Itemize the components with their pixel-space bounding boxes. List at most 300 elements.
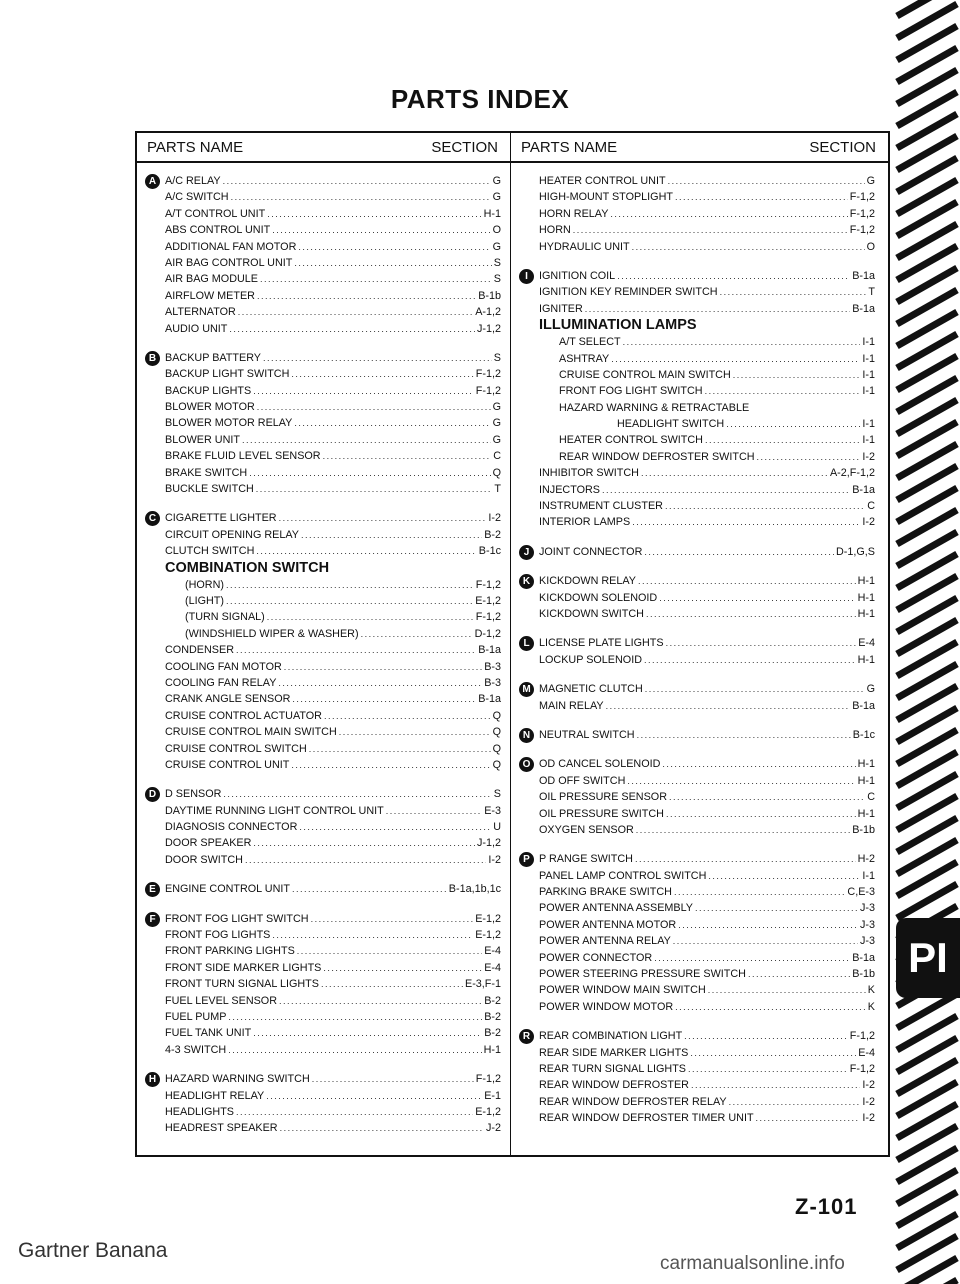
index-row <box>519 950 875 966</box>
section-ref: I-1 <box>862 336 875 349</box>
part-name: POWER ANTENNA MOTOR <box>539 918 677 931</box>
index-row <box>519 284 875 300</box>
part-name: FUEL LEVEL SENSOR <box>165 994 278 1007</box>
dot-leader <box>253 383 474 399</box>
part-name: A/C SWITCH <box>165 191 229 204</box>
index-row <box>519 606 875 622</box>
index-group <box>145 173 501 337</box>
part-name: MAGNETIC CLUTCH <box>539 683 643 696</box>
section-ref: H-1 <box>483 207 501 220</box>
dot-leader <box>260 271 492 287</box>
section-ref: I-2 <box>862 1112 875 1125</box>
section-ref: J-3 <box>860 918 875 931</box>
index-row <box>519 635 875 651</box>
section-ref: Q <box>492 466 501 479</box>
dot-leader <box>226 593 473 609</box>
section-ref: S <box>493 256 501 269</box>
section-tab: PI <box>896 918 960 998</box>
part-name: OXYGEN SENSOR <box>539 823 634 836</box>
section-ref: Q <box>492 726 501 739</box>
index-row <box>145 993 501 1009</box>
part-name: AUDIO UNIT <box>165 322 228 335</box>
section-ref: A-1,2 <box>475 306 501 319</box>
section-ref: F-1,2 <box>475 384 501 397</box>
column-divider <box>510 133 511 1155</box>
part-name: IGNITION COIL <box>539 269 616 282</box>
index-row <box>519 698 875 714</box>
letter-badge: P <box>519 852 534 867</box>
section-ref: C,E-3 <box>847 886 875 899</box>
index-row <box>145 960 501 976</box>
index-row <box>519 189 875 205</box>
part-name: HEATER CONTROL SWITCH <box>559 434 703 447</box>
dot-leader <box>632 239 865 255</box>
dot-leader <box>617 268 850 284</box>
index-row <box>145 255 501 271</box>
part-name: KICKDOWN SOLENOID <box>539 591 658 604</box>
dot-leader <box>669 789 865 805</box>
section-ref: J-1,2 <box>476 837 501 850</box>
part-name: FRONT FOG LIGHT SWITCH <box>559 385 703 398</box>
part-name: CRUISE CONTROL UNIT <box>165 758 290 771</box>
section-ref: G <box>492 433 501 446</box>
right-column <box>519 173 875 1140</box>
dot-leader <box>611 351 860 367</box>
letter-badge: D <box>145 787 160 802</box>
letter-badge: E <box>145 882 160 897</box>
part-name: BUCKLE SWITCH <box>165 483 254 496</box>
index-group <box>519 756 875 838</box>
dot-leader <box>257 288 476 304</box>
dot-leader <box>323 960 482 976</box>
section-ref: I-1 <box>862 352 875 365</box>
dot-leader <box>644 544 834 560</box>
dot-leader <box>705 383 861 399</box>
dot-leader <box>666 806 856 822</box>
index-row <box>519 900 875 916</box>
section-ref: B-3 <box>484 660 501 673</box>
section-ref: Q <box>492 742 501 755</box>
part-name: OD CANCEL SOLENOID <box>539 758 661 771</box>
section-ref: B-1a,1b,1c <box>448 883 501 896</box>
part-name: HEATER CONTROL UNIT <box>539 175 666 187</box>
section-ref: Q <box>492 709 501 722</box>
index-row <box>145 189 501 205</box>
index-row <box>519 773 875 789</box>
index-row <box>145 1120 501 1136</box>
section-ref: G <box>492 191 501 204</box>
dot-leader <box>231 189 491 205</box>
index-row <box>145 510 501 526</box>
letter-badge: N <box>519 728 534 743</box>
section-ref: E-3,F-1 <box>465 978 501 991</box>
dot-leader <box>279 993 482 1009</box>
section-ref: B-1a <box>478 693 501 706</box>
index-row <box>519 652 875 668</box>
index-group <box>519 173 875 255</box>
right-column-header <box>511 133 888 163</box>
dot-leader <box>673 933 858 949</box>
part-name: CRUISE CONTROL ACTUATOR <box>165 709 322 722</box>
part-name: DOOR SWITCH <box>165 853 243 866</box>
index-row <box>519 416 875 432</box>
index-row <box>519 822 875 838</box>
section-ref: J-3 <box>860 902 875 915</box>
dot-leader <box>297 943 482 959</box>
dot-leader <box>675 189 848 205</box>
dot-leader <box>674 884 845 900</box>
index-row <box>145 350 501 366</box>
part-name: PARKING BRAKE SWITCH <box>539 886 672 899</box>
index-row <box>519 868 875 884</box>
index-group <box>519 727 875 743</box>
part-name: REAR SIDE MARKER LIGHTS <box>539 1046 689 1059</box>
letter-badge: R <box>519 1029 534 1044</box>
letter-badge: J <box>519 545 534 560</box>
part-name: FUEL TANK UNIT <box>165 1027 252 1040</box>
part-name: CRUISE CONTROL MAIN SWITCH <box>559 368 731 381</box>
left-column-header <box>137 133 510 163</box>
index-row <box>145 724 501 740</box>
dot-leader <box>249 465 490 481</box>
section-ref: D-1,G,S <box>836 545 875 558</box>
dot-leader <box>223 173 491 189</box>
dot-leader <box>645 681 865 697</box>
section-ref: I-1 <box>862 869 875 882</box>
part-name: OIL PRESSURE SENSOR <box>539 791 667 804</box>
dot-leader <box>666 635 857 651</box>
dot-leader <box>272 927 473 943</box>
index-row <box>145 543 501 559</box>
parts-name-header: PARTS NAME <box>521 138 618 156</box>
part-name: POWER WINDOW MOTOR <box>539 1000 674 1013</box>
index-row <box>145 432 501 448</box>
section-ref: B-2 <box>484 1027 501 1040</box>
part-name: KICKDOWN RELAY <box>539 575 636 588</box>
part-name: KICKDOWN SWITCH <box>539 607 644 620</box>
index-row <box>145 304 501 320</box>
part-name: BRAKE FLUID LEVEL SENSOR <box>165 450 321 463</box>
dot-leader <box>668 173 865 189</box>
section-ref: H-1 <box>857 607 875 620</box>
dot-leader <box>726 416 860 432</box>
section-ref: E-4 <box>484 945 501 958</box>
section-ref: I-2 <box>862 450 875 463</box>
dot-leader <box>257 399 491 415</box>
part-name: INTERIOR LAMPS <box>539 516 631 529</box>
section-ref: G <box>492 401 501 414</box>
parts-name-header: PARTS NAME <box>147 138 244 156</box>
dot-leader <box>226 577 474 593</box>
section-ref: H-2 <box>857 853 875 866</box>
section-ref: H-1 <box>857 653 875 666</box>
dot-leader <box>637 727 851 743</box>
index-row <box>519 917 875 933</box>
dot-leader <box>644 652 856 668</box>
section-ref: I-1 <box>862 385 875 398</box>
index-row <box>145 609 501 625</box>
index-group <box>145 786 501 868</box>
dot-leader <box>361 626 473 642</box>
part-name: LICENSE PLATE LIGHTS <box>539 637 664 650</box>
index-row <box>519 1110 875 1126</box>
dot-leader <box>228 1042 481 1058</box>
section-ref: C <box>493 450 501 463</box>
dot-leader <box>242 432 491 448</box>
dot-leader <box>339 724 491 740</box>
dot-leader <box>272 222 490 238</box>
dot-leader <box>638 573 856 589</box>
dot-leader <box>585 301 850 317</box>
index-row <box>145 448 501 464</box>
part-name: PANEL LAMP CONTROL SWITCH <box>539 869 707 882</box>
part-name: POWER STEERING PRESSURE SWITCH <box>539 968 746 981</box>
part-name: HEADREST SPEAKER <box>165 1122 278 1135</box>
index-row <box>519 482 875 498</box>
index-row <box>519 727 875 743</box>
dot-leader <box>646 606 856 622</box>
part-name: REAR TURN SIGNAL LIGHTS <box>539 1062 686 1075</box>
dot-leader <box>321 976 463 992</box>
part-name: CRUISE CONTROL MAIN SWITCH <box>165 726 337 739</box>
dot-leader <box>294 255 491 271</box>
index-group <box>145 510 501 773</box>
section-ref: J-1,2 <box>476 322 501 335</box>
dot-leader <box>602 482 850 498</box>
part-name: COOLING FAN RELAY <box>165 676 277 689</box>
index-row <box>519 173 875 189</box>
index-row <box>145 271 501 287</box>
page-title: PARTS INDEX <box>390 84 570 114</box>
section-ref: B-1b <box>478 289 501 302</box>
index-row <box>519 1061 875 1077</box>
part-name: POWER ANTENNA RELAY <box>539 935 671 948</box>
dot-leader <box>606 698 851 714</box>
index-row <box>145 675 501 691</box>
index-row <box>145 222 501 238</box>
index-row <box>145 288 501 304</box>
index-row <box>519 1077 875 1093</box>
index-row <box>145 465 501 481</box>
section-ref: E-3 <box>484 804 501 817</box>
index-row <box>145 1009 501 1025</box>
index-row <box>145 399 501 415</box>
index-group <box>519 635 875 668</box>
dot-leader <box>223 786 491 802</box>
section-ref: H-1 <box>857 807 875 820</box>
dot-leader <box>705 432 860 448</box>
section-ref: I-1 <box>862 418 875 431</box>
section-ref: E-1,2 <box>475 1105 501 1118</box>
left-column <box>145 173 501 1150</box>
dot-leader <box>662 756 855 772</box>
section-ref: I-1 <box>862 368 875 381</box>
index-row <box>145 415 501 431</box>
letter-badge: L <box>519 636 534 651</box>
index-row <box>145 321 501 337</box>
part-name: FRONT SIDE MARKER LIGHTS <box>165 961 322 974</box>
part-name: (WINDSHIELD WIPER & WASHER) <box>185 627 359 640</box>
part-name: BLOWER MOTOR <box>165 401 255 414</box>
dot-leader <box>291 366 473 382</box>
dot-leader <box>238 304 473 320</box>
part-name: OD OFF SWITCH <box>539 774 626 787</box>
letter-badge: O <box>519 757 534 772</box>
part-name: FRONT PARKING LIGHTS <box>165 945 295 958</box>
section-ref: F-1,2 <box>849 224 875 237</box>
part-name: FRONT TURN SIGNAL LIGHTS <box>165 978 319 991</box>
dot-leader <box>236 1104 473 1120</box>
dot-leader <box>263 350 492 366</box>
section-ref: F-1,2 <box>849 191 875 204</box>
index-row <box>145 626 501 642</box>
index-row <box>145 852 501 868</box>
section-ref: B-2 <box>484 528 501 541</box>
dot-leader <box>678 917 858 933</box>
section-ref: B-1a <box>478 644 501 657</box>
part-name: HEADLIGHT RELAY <box>165 1089 265 1102</box>
index-row <box>145 593 501 609</box>
index-row <box>145 691 501 707</box>
part-name: CONDENSER <box>165 644 234 657</box>
part-name: ABS CONTROL UNIT <box>165 224 271 237</box>
dot-leader <box>245 852 486 868</box>
index-row <box>519 999 875 1015</box>
index-row <box>519 590 875 606</box>
letter-badge: F <box>145 912 160 927</box>
section-ref: H-1 <box>857 591 875 604</box>
part-name: MAIN RELAY <box>539 699 604 712</box>
dot-leader <box>312 1071 474 1087</box>
section-ref: E-1 <box>484 1089 501 1102</box>
part-name: HEADLIGHTS <box>165 1105 234 1118</box>
section-ref: G <box>492 175 501 187</box>
part-name: JOINT CONNECTOR <box>539 545 643 558</box>
dot-leader <box>266 1088 482 1104</box>
part-name: ASHTRAY <box>559 352 610 365</box>
footer-watermark-left: Gartner Banana <box>18 1239 168 1262</box>
index-row <box>519 1094 875 1110</box>
part-name: HAZARD WARNING & RETRACTABLE <box>559 401 750 414</box>
index-row <box>145 757 501 773</box>
index-row <box>145 659 501 675</box>
dot-leader <box>659 590 855 606</box>
letter-badge: M <box>519 682 534 697</box>
letter-badge: C <box>145 511 160 526</box>
part-name: NEUTRAL SWITCH <box>539 728 635 741</box>
part-name: HEADLIGHT SWITCH <box>617 418 725 431</box>
part-name: CRANK ANGLE SENSOR <box>165 693 291 706</box>
section-ref: D-1,2 <box>474 627 501 640</box>
part-name: INJECTORS <box>539 483 600 496</box>
index-row <box>519 334 875 350</box>
index-group <box>145 881 501 897</box>
section-ref: F-1,2 <box>475 1073 501 1086</box>
index-row <box>519 206 875 222</box>
dot-leader <box>623 334 861 350</box>
dot-leader <box>253 835 475 851</box>
index-row <box>519 573 875 589</box>
dot-leader <box>573 222 848 238</box>
section-header: SECTION <box>431 138 498 156</box>
part-name: A/T SELECT <box>559 336 621 349</box>
index-row <box>145 173 501 189</box>
index-group <box>519 573 875 622</box>
dot-leader <box>253 1025 482 1041</box>
dot-leader <box>256 481 493 497</box>
page-number: Z-101 <box>795 1194 858 1219</box>
part-name: BRAKE SWITCH <box>165 466 248 479</box>
part-name: REAR WINDOW DEFROSTER <box>539 1079 689 1092</box>
section-ref: G <box>492 240 501 253</box>
part-name: DIAGNOSIS CONNECTOR <box>165 821 298 834</box>
dot-leader <box>278 675 482 691</box>
part-name: BACKUP BATTERY <box>165 351 262 364</box>
part-name: LOCKUP SOLENOID <box>539 653 643 666</box>
index-row <box>145 911 501 927</box>
index-group <box>145 350 501 498</box>
section-ref: E-4 <box>858 637 875 650</box>
section-ref: I-2 <box>862 516 875 529</box>
section-ref: B-3 <box>484 676 501 689</box>
section-ref: U <box>493 821 501 834</box>
section-ref: B-1b <box>852 823 875 836</box>
dot-leader <box>299 819 491 835</box>
dot-leader <box>292 881 447 897</box>
section-ref: O <box>866 240 875 253</box>
index-row <box>145 835 501 851</box>
section-ref: B-1c <box>852 728 875 741</box>
index-group <box>519 268 875 531</box>
index-group <box>519 544 875 560</box>
section-ref: B-2 <box>484 994 501 1007</box>
index-row <box>145 819 501 835</box>
part-name: A/C RELAY <box>165 175 221 187</box>
index-row <box>519 301 875 317</box>
dot-leader <box>654 950 850 966</box>
part-name: OIL PRESSURE SWITCH <box>539 807 664 820</box>
section-ref: B-2 <box>484 1010 501 1023</box>
index-row <box>519 449 875 465</box>
dot-leader <box>298 239 490 255</box>
dot-leader <box>301 527 482 543</box>
index-row <box>145 206 501 222</box>
dot-leader <box>291 757 490 773</box>
dot-leader <box>733 367 861 383</box>
index-row <box>145 239 501 255</box>
part-name: CIGARETTE LIGHTER <box>165 512 277 525</box>
dot-leader <box>635 851 856 867</box>
index-row <box>519 367 875 383</box>
part-name: HORN RELAY <box>539 207 609 220</box>
dot-leader <box>324 708 491 724</box>
section-ref: G <box>866 683 875 696</box>
dot-leader <box>641 465 828 481</box>
dot-leader <box>757 449 861 465</box>
index-row <box>519 351 875 367</box>
index-row <box>145 1042 501 1058</box>
part-name: INHIBITOR SWITCH <box>539 467 639 480</box>
section-ref: E-1,2 <box>475 594 501 607</box>
part-name: ADDITIONAL FAN MOTOR <box>165 240 297 253</box>
section-ref: H-1 <box>483 1043 501 1056</box>
section-ref: F-1,2 <box>849 1062 875 1075</box>
index-row <box>519 1045 875 1061</box>
letter-badge: K <box>519 574 534 589</box>
section-ref: F-1,2 <box>475 578 501 591</box>
dot-leader <box>294 415 490 431</box>
index-group <box>145 1071 501 1137</box>
